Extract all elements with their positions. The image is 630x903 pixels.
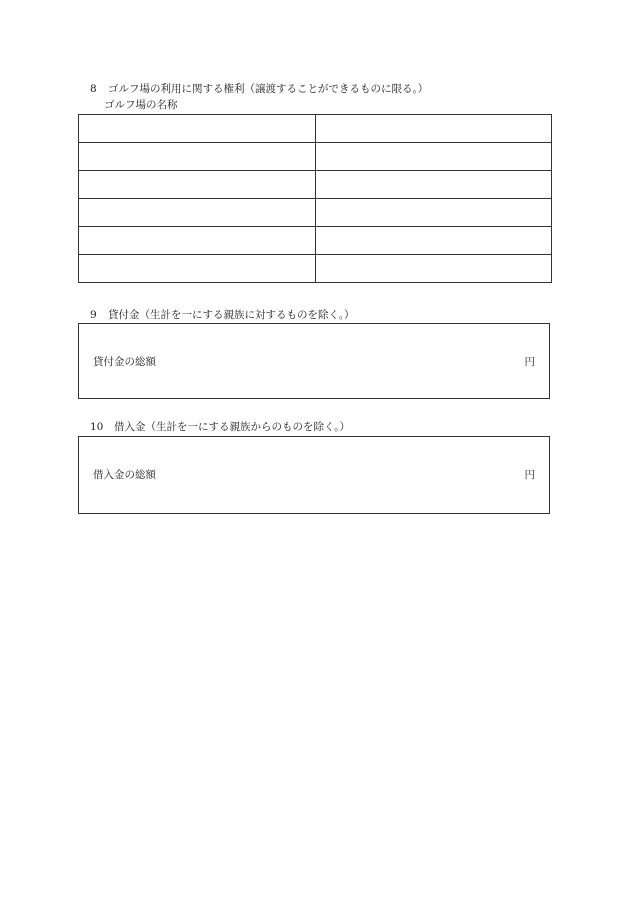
section-8-number: 8 xyxy=(90,83,97,95)
borrowings-box[interactable] xyxy=(78,436,550,514)
yen-unit-label: 円 xyxy=(524,356,535,368)
table-cell[interactable] xyxy=(316,171,552,199)
table-cell[interactable] xyxy=(79,199,316,227)
table-cell[interactable] xyxy=(316,115,552,143)
table-row xyxy=(79,143,552,171)
section-9-title: 貸付金（生計を一にする親族に対するものを除く。） xyxy=(108,309,355,321)
table-cell[interactable] xyxy=(79,143,316,171)
table-row xyxy=(79,115,552,143)
table-row xyxy=(79,255,552,283)
table-cell[interactable] xyxy=(79,227,316,255)
section-8-heading xyxy=(90,82,428,96)
section-10-number: 10 xyxy=(90,421,104,433)
table-cell[interactable] xyxy=(316,227,552,255)
borrowings-total-label: 借入金の総額 xyxy=(93,469,156,481)
section-9-number: 9 xyxy=(90,309,97,321)
table-cell[interactable] xyxy=(316,143,552,171)
table-cell[interactable] xyxy=(79,171,316,199)
table-cell[interactable] xyxy=(316,199,552,227)
golf-course-name-label: ゴルフ場の名称 xyxy=(104,99,178,111)
section-10-heading xyxy=(90,420,350,434)
table-row xyxy=(79,199,552,227)
table-row xyxy=(79,227,552,255)
golf-course-table xyxy=(78,114,552,283)
table-row xyxy=(79,171,552,199)
yen-unit-label: 円 xyxy=(524,469,535,481)
table-cell[interactable] xyxy=(79,255,316,283)
table-cell[interactable] xyxy=(316,255,552,283)
section-8-title: ゴルフ場の利用に関する権利（譲渡することができるものに限る。） xyxy=(108,83,429,95)
loan-receivable-total-label: 貸付金の総額 xyxy=(93,356,156,368)
section-10-title: 借入金（生計を一にする親族からのものを除く。） xyxy=(114,421,351,433)
section-9-heading xyxy=(90,308,355,322)
loan-receivable-box[interactable] xyxy=(78,323,550,399)
table-cell[interactable] xyxy=(79,115,316,143)
